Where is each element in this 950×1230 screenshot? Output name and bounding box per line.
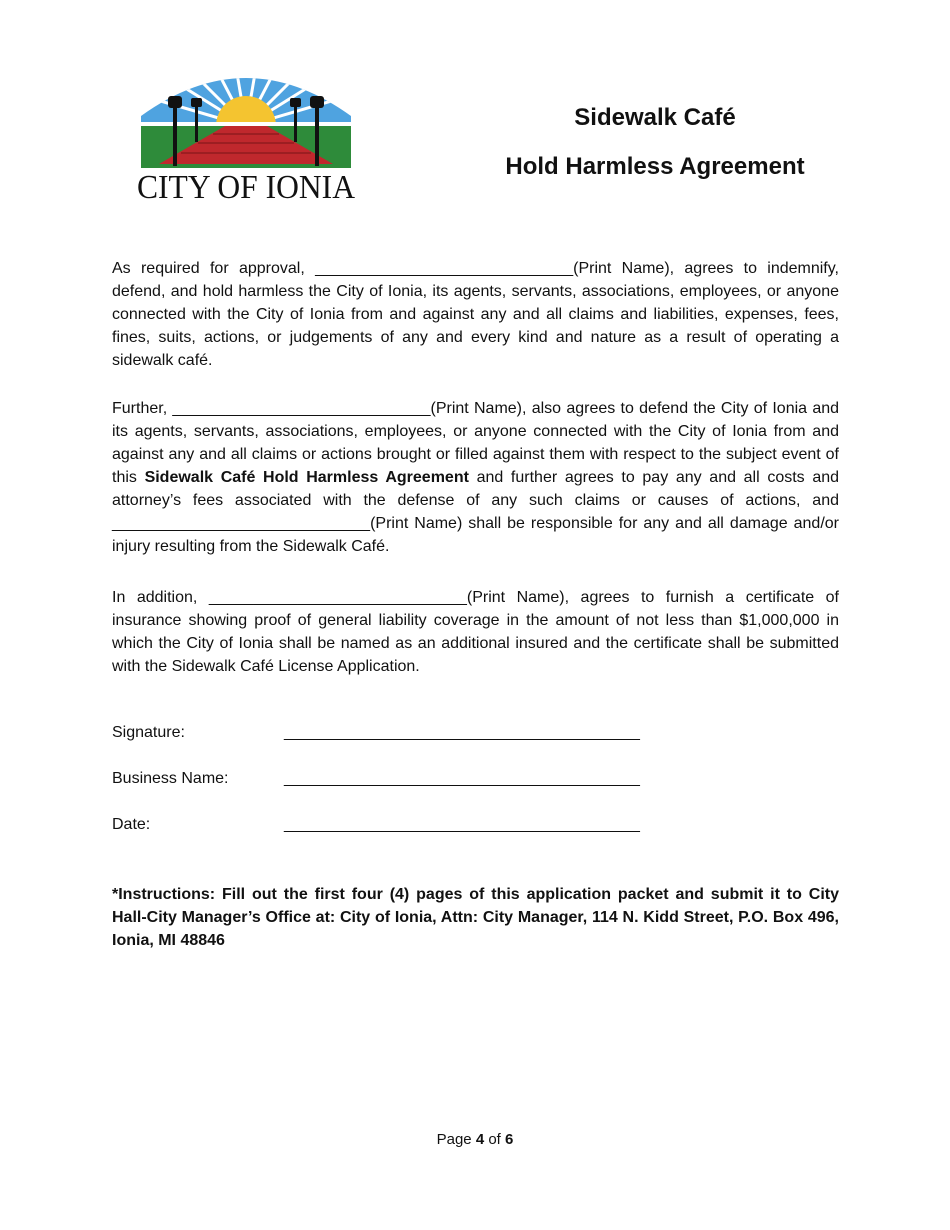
submission-instructions: *Instructions: Fill out the first four (4) pages of this application packet and submit it to City Hall-City Manager’s Office at: City of Ionia, Attn: City Manager, 114 N. Kidd Street, P.O. Box 496, Ionia, MI 48846 (112, 886, 839, 949)
para1-text-end: (Print Name), agrees to indemnify, defend, and hold harmless the City of Ionia, its agents, servants, associations, employees, or anyone connected with the City of Ionia from and against any and all claims and liabilities, expenses, fees, fines, suits, actions, or judgements of any and every kind and nature as a result of operating a sidewalk café. (112, 260, 839, 369)
current-page: 4 (475, 1131, 485, 1148)
para2-text-mid1: (Print Name), also agrees to defend the City of Ionia and its agents, servants, associations, employees, or anyone connected with the City of Ionia from and against any and all claims or actions brought or filled against them with respect to the subject event of this (112, 400, 840, 486)
defend-paragraph (112, 397, 839, 558)
business-name-label: Business Name: (112, 770, 229, 787)
print-name-blank-2[interactable]: _____________________________ (172, 400, 431, 417)
print-name-blank-4[interactable]: _____________________________ (208, 589, 467, 606)
date-row (112, 816, 672, 840)
insurance-paragraph (112, 586, 839, 678)
para2-text-start: Further, (112, 400, 173, 417)
agreement-name-bold: Sidewalk Café Hold Harmless Agreement (144, 469, 469, 486)
document-title: Sidewalk Café (574, 104, 736, 131)
document-subtitle: Hold Harmless Agreement (505, 153, 805, 180)
print-name-blank-3[interactable]: _____________________________ (112, 515, 371, 532)
para2-text-end: (Print Name) shall be responsible for any and all damage and/or injury resulting from the Sidewalk Café. (112, 515, 839, 555)
signature-field[interactable]: ________________________________________ (284, 724, 640, 741)
para3-text-end: (Print Name), agrees to furnish a certificate of insurance showing proof of general liability coverage in the amount of not less than $1,000,000 in which the City of Ionia shall be named as an additional insured and the certificate shall be submitted with the Sidewalk Café License Application. (112, 589, 840, 675)
para1-text-start: As required for approval, (112, 260, 316, 277)
page-word: Page (436, 1131, 472, 1148)
para3-text-start: In addition, (112, 589, 209, 606)
logo-text: CITY OF IONIA (137, 169, 356, 206)
date-field[interactable]: ________________________________________ (284, 816, 640, 833)
total-pages: 6 (505, 1131, 514, 1148)
of-word: of (488, 1131, 501, 1148)
business-name-field[interactable]: ________________________________________ (284, 770, 640, 787)
indemnify-paragraph (112, 257, 839, 372)
date-label: Date: (112, 816, 151, 833)
para2-text-mid2: and further agrees to pay any and all costs and attorney’s fees associated with the defense of any such claims or causes of actions, and (112, 469, 840, 509)
signature-row (112, 724, 672, 748)
page-number (0, 1131, 950, 1148)
signature-label: Signature: (112, 724, 185, 741)
business-name-row (112, 770, 672, 794)
print-name-blank-1[interactable]: _____________________________ (315, 260, 574, 277)
city-of-ionia-logo (133, 58, 359, 206)
